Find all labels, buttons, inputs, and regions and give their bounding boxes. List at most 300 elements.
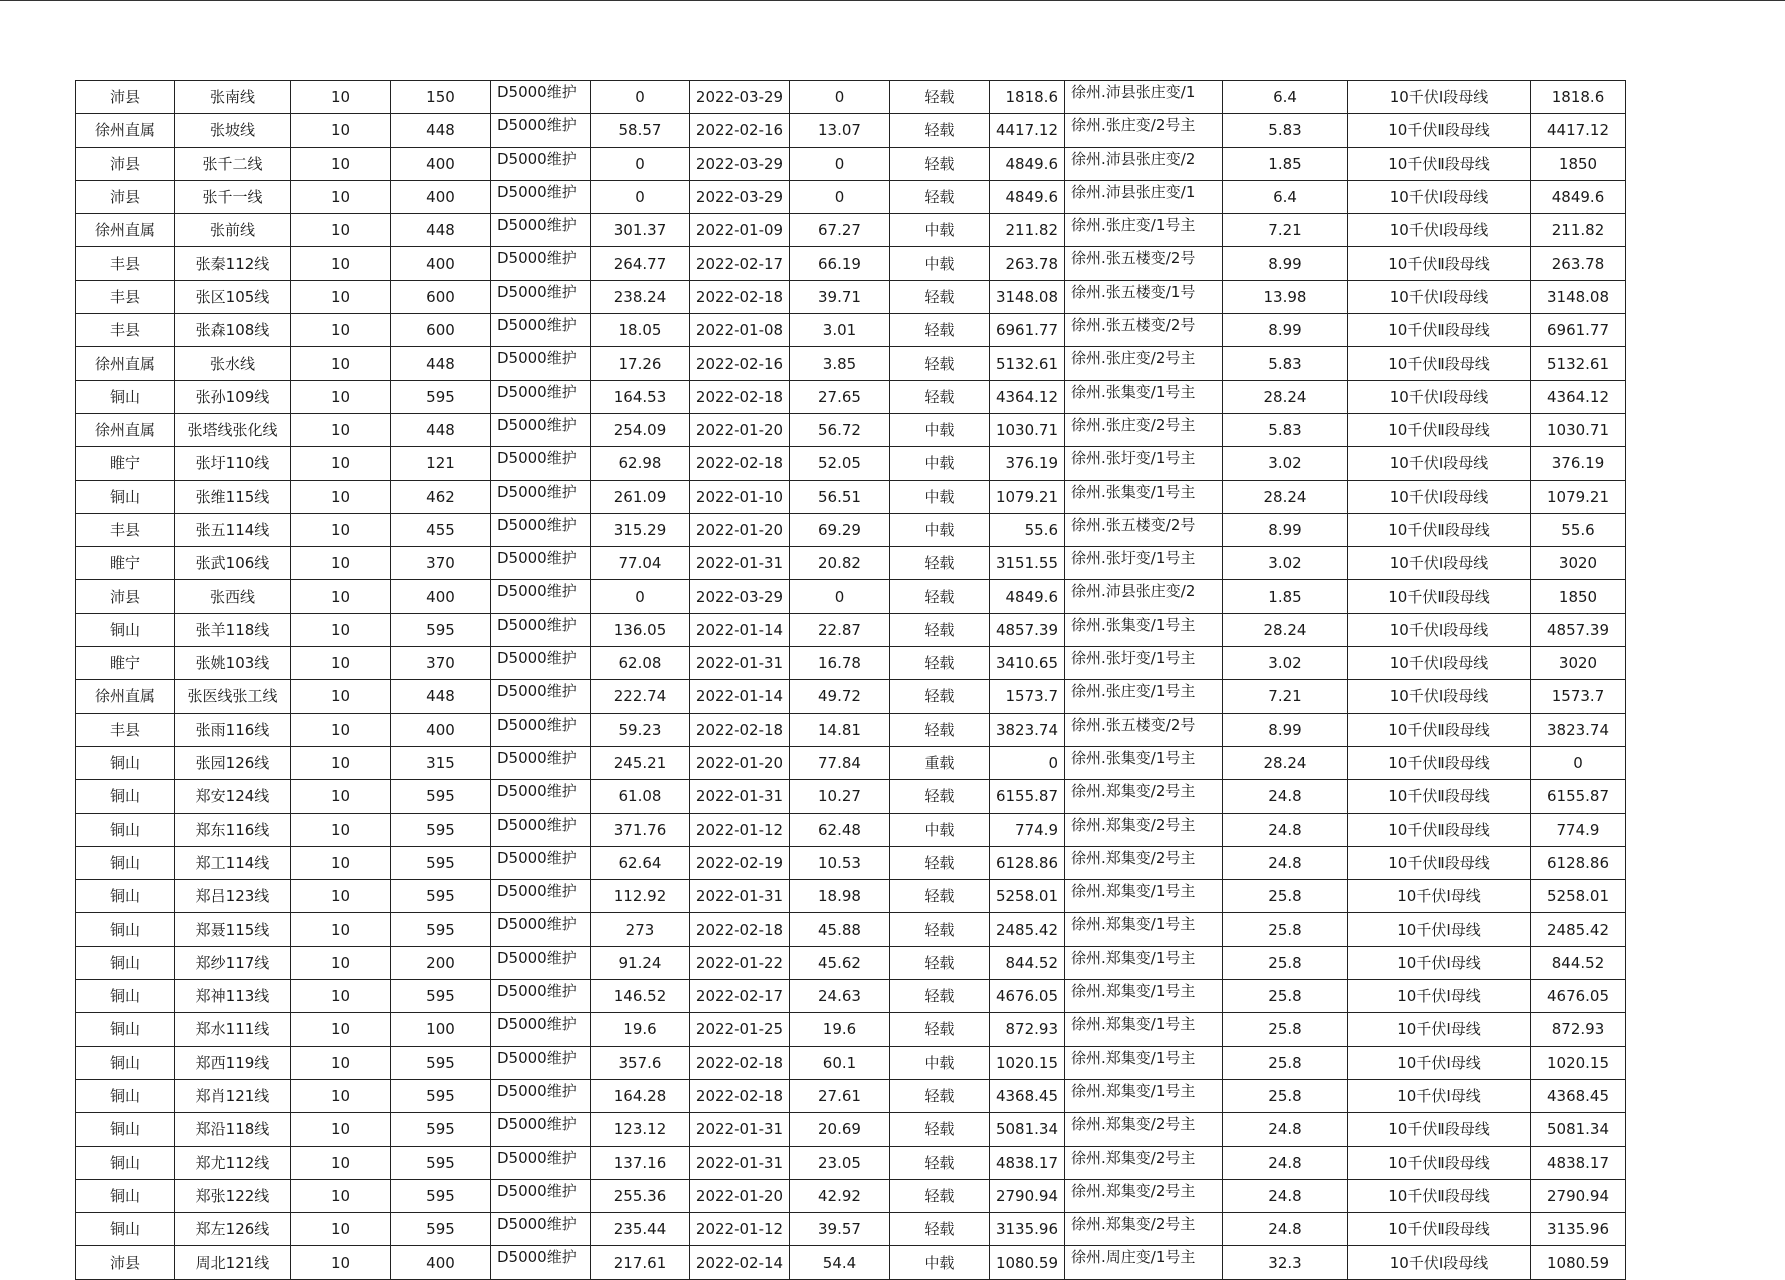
load-rate-cell: 3.01: [790, 314, 890, 347]
remaining-capacity-cell: 5081.34: [990, 1113, 1065, 1146]
busbar-cell: 10千伏Ⅱ段母线: [1348, 513, 1531, 546]
load-status-cell: 轻载: [890, 880, 990, 913]
source-cell: D5000维护: [491, 813, 591, 846]
load-cell: 301.37: [591, 214, 690, 247]
district-cell: 铜山: [76, 1179, 175, 1212]
load-rate-cell: 77.84: [790, 746, 890, 779]
load-status-cell: 中载: [890, 813, 990, 846]
remaining-capacity-cell: 4368.45: [990, 1079, 1065, 1112]
busbar-cell: 10千伏Ⅰ段母线: [1348, 380, 1531, 413]
load-status-cell: 轻载: [890, 314, 990, 347]
substation-cell: 徐州.郑集变/1号主: [1065, 980, 1223, 1013]
substation-rate-cell: 6.4: [1223, 180, 1348, 213]
date-cell: 2022-03-29: [690, 147, 790, 180]
load-status-cell: 轻载: [890, 114, 990, 147]
substation-cell: 徐州.张庄变/1号主: [1065, 214, 1223, 247]
available-capacity-cell: 4849.6: [1531, 180, 1626, 213]
substation-rate-cell: 5.83: [1223, 347, 1348, 380]
remaining-capacity-cell: 1080.59: [990, 1246, 1065, 1279]
table-row: [76, 1246, 1626, 1279]
load-cell: 62.08: [591, 647, 690, 680]
substation-rate-cell: 24.8: [1223, 780, 1348, 813]
remaining-capacity-cell: 774.9: [990, 813, 1065, 846]
substation-rate-cell: 5.83: [1223, 114, 1348, 147]
substation-cell: 徐州.沛县张庄变/1: [1065, 81, 1223, 114]
busbar-cell: 10千伏Ⅰ母线: [1348, 980, 1531, 1013]
load-cell: 261.09: [591, 480, 690, 513]
voltage-cell: 10: [291, 247, 391, 280]
line-name-cell: 郑张122线: [175, 1179, 291, 1212]
substation-cell: 徐州.张圩变/1号主: [1065, 447, 1223, 480]
busbar-cell: 10千伏Ⅱ段母线: [1348, 746, 1531, 779]
load-cell: 19.6: [591, 1013, 690, 1046]
district-cell: 铜山: [76, 1213, 175, 1246]
voltage-cell: 10: [291, 780, 391, 813]
available-capacity-cell: 0: [1531, 746, 1626, 779]
table-row: [76, 1079, 1626, 1112]
capacity-cell: 595: [391, 1113, 491, 1146]
source-cell: D5000维护: [491, 1246, 591, 1279]
capacity-cell: 370: [391, 647, 491, 680]
load-rate-cell: 16.78: [790, 647, 890, 680]
busbar-cell: 10千伏Ⅰ段母线: [1348, 447, 1531, 480]
line-name-cell: 郑纱117线: [175, 946, 291, 979]
voltage-cell: 10: [291, 480, 391, 513]
voltage-cell: 10: [291, 114, 391, 147]
substation-rate-cell: 25.8: [1223, 1079, 1348, 1112]
district-cell: 铜山: [76, 980, 175, 1013]
date-cell: 2022-01-31: [690, 780, 790, 813]
source-cell: D5000维护: [491, 1179, 591, 1212]
capacity-cell: 400: [391, 1246, 491, 1279]
substation-cell: 徐州.郑集变/2号主: [1065, 1213, 1223, 1246]
district-cell: 徐州直属: [76, 114, 175, 147]
source-cell: D5000维护: [491, 513, 591, 546]
load-status-cell: 轻载: [890, 647, 990, 680]
available-capacity-cell: 2790.94: [1531, 1179, 1626, 1212]
voltage-cell: 10: [291, 1113, 391, 1146]
busbar-cell: 10千伏Ⅰ母线: [1348, 946, 1531, 979]
load-rate-cell: 27.61: [790, 1079, 890, 1112]
substation-rate-cell: 24.8: [1223, 1213, 1348, 1246]
substation-rate-cell: 8.99: [1223, 314, 1348, 347]
line-name-cell: 张千一线: [175, 180, 291, 213]
date-cell: 2022-02-18: [690, 380, 790, 413]
load-cell: 0: [591, 580, 690, 613]
available-capacity-cell: 774.9: [1531, 813, 1626, 846]
substation-rate-cell: 32.3: [1223, 1246, 1348, 1279]
load-rate-cell: 3.85: [790, 347, 890, 380]
district-cell: 铜山: [76, 613, 175, 646]
voltage-cell: 10: [291, 713, 391, 746]
available-capacity-cell: 1573.7: [1531, 680, 1626, 713]
line-name-cell: 郑神113线: [175, 980, 291, 1013]
remaining-capacity-cell: 4676.05: [990, 980, 1065, 1013]
date-cell: 2022-01-31: [690, 547, 790, 580]
substation-rate-cell: 24.8: [1223, 813, 1348, 846]
busbar-cell: 10千伏Ⅱ段母线: [1348, 1146, 1531, 1179]
load-rate-cell: 67.27: [790, 214, 890, 247]
available-capacity-cell: 3135.96: [1531, 1213, 1626, 1246]
voltage-cell: 10: [291, 147, 391, 180]
load-rate-cell: 45.62: [790, 946, 890, 979]
capacity-cell: 595: [391, 1079, 491, 1112]
voltage-cell: 10: [291, 314, 391, 347]
date-cell: 2022-01-10: [690, 480, 790, 513]
date-cell: 2022-01-25: [690, 1013, 790, 1046]
line-name-cell: 郑水111线: [175, 1013, 291, 1046]
load-cell: 357.6: [591, 1046, 690, 1079]
district-cell: 徐州直属: [76, 413, 175, 446]
substation-cell: 徐州.张五楼变/2号: [1065, 314, 1223, 347]
remaining-capacity-cell: 872.93: [990, 1013, 1065, 1046]
table-row: [76, 980, 1626, 1013]
substation-rate-cell: 24.8: [1223, 1146, 1348, 1179]
capacity-cell: 595: [391, 913, 491, 946]
substation-rate-cell: 28.24: [1223, 613, 1348, 646]
line-name-cell: 郑肖121线: [175, 1079, 291, 1112]
line-name-cell: 郑左126线: [175, 1213, 291, 1246]
load-cell: 146.52: [591, 980, 690, 1013]
voltage-cell: 10: [291, 980, 391, 1013]
load-rate-cell: 13.07: [790, 114, 890, 147]
line-name-cell: 张武106线: [175, 547, 291, 580]
source-cell: D5000维护: [491, 547, 591, 580]
remaining-capacity-cell: 1818.6: [990, 81, 1065, 114]
busbar-cell: 10千伏Ⅰ段母线: [1348, 647, 1531, 680]
line-name-cell: 张塔线张化线: [175, 413, 291, 446]
voltage-cell: 10: [291, 1013, 391, 1046]
district-cell: 沛县: [76, 1246, 175, 1279]
voltage-cell: 10: [291, 81, 391, 114]
remaining-capacity-cell: 2485.42: [990, 913, 1065, 946]
remaining-capacity-cell: 1079.21: [990, 480, 1065, 513]
substation-cell: 徐州.郑集变/2号主: [1065, 1179, 1223, 1212]
district-cell: 睢宁: [76, 447, 175, 480]
available-capacity-cell: 55.6: [1531, 513, 1626, 546]
capacity-cell: 448: [391, 114, 491, 147]
line-name-cell: 张水线: [175, 347, 291, 380]
load-cell: 164.28: [591, 1079, 690, 1112]
available-capacity-cell: 6961.77: [1531, 314, 1626, 347]
source-cell: D5000维护: [491, 846, 591, 879]
busbar-cell: 10千伏Ⅰ母线: [1348, 1013, 1531, 1046]
date-cell: 2022-02-16: [690, 347, 790, 380]
load-cell: 238.24: [591, 280, 690, 313]
available-capacity-cell: 1850: [1531, 580, 1626, 613]
capacity-cell: 595: [391, 613, 491, 646]
load-rate-cell: 18.98: [790, 880, 890, 913]
table-row: [76, 880, 1626, 913]
source-cell: D5000维护: [491, 647, 591, 680]
line-name-cell: 张西线: [175, 580, 291, 613]
load-status-cell: 轻载: [890, 913, 990, 946]
load-status-cell: 轻载: [890, 680, 990, 713]
load-cell: 77.04: [591, 547, 690, 580]
district-cell: 沛县: [76, 81, 175, 114]
substation-cell: 徐州.郑集变/2号主: [1065, 1113, 1223, 1146]
load-rate-cell: 0: [790, 180, 890, 213]
date-cell: 2022-01-14: [690, 680, 790, 713]
district-cell: 徐州直属: [76, 680, 175, 713]
date-cell: 2022-03-29: [690, 81, 790, 114]
available-capacity-cell: 2485.42: [1531, 913, 1626, 946]
source-cell: D5000维护: [491, 1213, 591, 1246]
voltage-cell: 10: [291, 680, 391, 713]
load-status-cell: 轻载: [890, 280, 990, 313]
available-capacity-cell: 4368.45: [1531, 1079, 1626, 1112]
load-cell: 254.09: [591, 413, 690, 446]
remaining-capacity-cell: 4838.17: [990, 1146, 1065, 1179]
district-cell: 铜山: [76, 1079, 175, 1112]
table-row: [76, 380, 1626, 413]
available-capacity-cell: 1080.59: [1531, 1246, 1626, 1279]
load-status-cell: 轻载: [890, 580, 990, 613]
substation-rate-cell: 3.02: [1223, 547, 1348, 580]
load-rate-cell: 45.88: [790, 913, 890, 946]
date-cell: 2022-02-18: [690, 713, 790, 746]
voltage-cell: 10: [291, 1179, 391, 1212]
available-capacity-cell: 211.82: [1531, 214, 1626, 247]
load-cell: 0: [591, 180, 690, 213]
source-cell: D5000维护: [491, 447, 591, 480]
busbar-cell: 10千伏Ⅱ段母线: [1348, 347, 1531, 380]
load-status-cell: 中载: [890, 480, 990, 513]
remaining-capacity-cell: 4364.12: [990, 380, 1065, 413]
substation-rate-cell: 6.4: [1223, 81, 1348, 114]
remaining-capacity-cell: 6128.86: [990, 846, 1065, 879]
date-cell: 2022-02-17: [690, 247, 790, 280]
date-cell: 2022-01-20: [690, 1179, 790, 1212]
district-cell: 丰县: [76, 280, 175, 313]
capacity-cell: 462: [391, 480, 491, 513]
source-cell: D5000维护: [491, 913, 591, 946]
table-row: [76, 247, 1626, 280]
substation-cell: 徐州.张庄变/2号主: [1065, 347, 1223, 380]
available-capacity-cell: 1079.21: [1531, 480, 1626, 513]
remaining-capacity-cell: 4417.12: [990, 114, 1065, 147]
load-rate-cell: 14.81: [790, 713, 890, 746]
busbar-cell: 10千伏Ⅰ段母线: [1348, 1246, 1531, 1279]
date-cell: 2022-01-09: [690, 214, 790, 247]
capacity-cell: 448: [391, 680, 491, 713]
substation-rate-cell: 28.24: [1223, 480, 1348, 513]
remaining-capacity-cell: 3135.96: [990, 1213, 1065, 1246]
source-cell: D5000维护: [491, 147, 591, 180]
available-capacity-cell: 3823.74: [1531, 713, 1626, 746]
voltage-cell: 10: [291, 1213, 391, 1246]
busbar-cell: 10千伏Ⅰ段母线: [1348, 613, 1531, 646]
table-row: [76, 447, 1626, 480]
load-status-cell: 轻载: [890, 713, 990, 746]
remaining-capacity-cell: 1030.71: [990, 413, 1065, 446]
load-rate-cell: 42.92: [790, 1179, 890, 1212]
capacity-cell: 400: [391, 180, 491, 213]
district-cell: 铜山: [76, 913, 175, 946]
load-rate-cell: 20.69: [790, 1113, 890, 1146]
substation-rate-cell: 1.85: [1223, 147, 1348, 180]
line-name-cell: 郑东116线: [175, 813, 291, 846]
table-row: [76, 613, 1626, 646]
available-capacity-cell: 3148.08: [1531, 280, 1626, 313]
district-cell: 铜山: [76, 813, 175, 846]
voltage-cell: 10: [291, 946, 391, 979]
capacity-cell: 455: [391, 513, 491, 546]
load-rate-cell: 56.72: [790, 413, 890, 446]
load-rate-cell: 24.63: [790, 980, 890, 1013]
substation-rate-cell: 7.21: [1223, 214, 1348, 247]
load-status-cell: 轻载: [890, 1213, 990, 1246]
source-cell: D5000维护: [491, 480, 591, 513]
capacity-cell: 448: [391, 347, 491, 380]
line-name-cell: 郑尤112线: [175, 1146, 291, 1179]
capacity-cell: 400: [391, 580, 491, 613]
line-name-cell: 张区105线: [175, 280, 291, 313]
source-cell: D5000维护: [491, 214, 591, 247]
substation-cell: 徐州.郑集变/1号主: [1065, 1079, 1223, 1112]
remaining-capacity-cell: 55.6: [990, 513, 1065, 546]
load-status-cell: 中载: [890, 247, 990, 280]
load-cell: 164.53: [591, 380, 690, 413]
voltage-cell: 10: [291, 513, 391, 546]
load-cell: 18.05: [591, 314, 690, 347]
substation-rate-cell: 24.8: [1223, 846, 1348, 879]
capacity-cell: 595: [391, 380, 491, 413]
date-cell: 2022-01-20: [690, 513, 790, 546]
load-status-cell: 中载: [890, 447, 990, 480]
remaining-capacity-cell: 844.52: [990, 946, 1065, 979]
load-cell: 62.64: [591, 846, 690, 879]
available-capacity-cell: 5258.01: [1531, 880, 1626, 913]
busbar-cell: 10千伏Ⅱ段母线: [1348, 413, 1531, 446]
source-cell: D5000维护: [491, 1046, 591, 1079]
line-name-cell: 张前线: [175, 214, 291, 247]
capacity-cell: 595: [391, 813, 491, 846]
load-cell: 235.44: [591, 1213, 690, 1246]
load-rate-cell: 56.51: [790, 480, 890, 513]
source-cell: D5000维护: [491, 314, 591, 347]
load-status-cell: 中载: [890, 214, 990, 247]
substation-cell: 徐州.张五楼变/2号: [1065, 713, 1223, 746]
substation-cell: 徐州.郑集变/2号主: [1065, 1146, 1223, 1179]
line-name-cell: 郑工114线: [175, 846, 291, 879]
district-cell: 丰县: [76, 247, 175, 280]
voltage-cell: 10: [291, 214, 391, 247]
substation-cell: 徐州.张集变/1号主: [1065, 746, 1223, 779]
load-rate-cell: 27.65: [790, 380, 890, 413]
remaining-capacity-cell: 4849.6: [990, 580, 1065, 613]
load-cell: 371.76: [591, 813, 690, 846]
date-cell: 2022-02-18: [690, 913, 790, 946]
available-capacity-cell: 3020: [1531, 547, 1626, 580]
load-rate-cell: 10.53: [790, 846, 890, 879]
busbar-cell: 10千伏Ⅰ母线: [1348, 913, 1531, 946]
available-capacity-cell: 263.78: [1531, 247, 1626, 280]
date-cell: 2022-01-31: [690, 1113, 790, 1146]
substation-cell: 徐州.郑集变/1号主: [1065, 1013, 1223, 1046]
district-cell: 沛县: [76, 580, 175, 613]
substation-cell: 徐州.张五楼变/1号: [1065, 280, 1223, 313]
capacity-cell: 370: [391, 547, 491, 580]
line-name-cell: 郑吕123线: [175, 880, 291, 913]
busbar-cell: 10千伏Ⅰ段母线: [1348, 680, 1531, 713]
table-row: [76, 780, 1626, 813]
date-cell: 2022-02-16: [690, 114, 790, 147]
available-capacity-cell: 1850: [1531, 147, 1626, 180]
page-top-border: [0, 0, 1785, 1]
source-cell: D5000维护: [491, 280, 591, 313]
available-capacity-cell: 6128.86: [1531, 846, 1626, 879]
load-cell: 91.24: [591, 946, 690, 979]
load-status-cell: 轻载: [890, 1146, 990, 1179]
remaining-capacity-cell: 3823.74: [990, 713, 1065, 746]
remaining-capacity-cell: 1020.15: [990, 1046, 1065, 1079]
substation-cell: 徐州.张庄变/1号主: [1065, 680, 1223, 713]
load-rate-cell: 39.71: [790, 280, 890, 313]
line-name-cell: 张森108线: [175, 314, 291, 347]
substation-rate-cell: 28.24: [1223, 380, 1348, 413]
voltage-cell: 10: [291, 280, 391, 313]
load-cell: 112.92: [591, 880, 690, 913]
line-name-cell: 张圩110线: [175, 447, 291, 480]
load-status-cell: 轻载: [890, 1079, 990, 1112]
line-name-cell: 张孙109线: [175, 380, 291, 413]
date-cell: 2022-01-14: [690, 613, 790, 646]
voltage-cell: 10: [291, 1246, 391, 1279]
substation-cell: 徐州.张圩变/1号主: [1065, 547, 1223, 580]
capacity-cell: 315: [391, 746, 491, 779]
district-cell: 铜山: [76, 746, 175, 779]
substation-rate-cell: 8.99: [1223, 713, 1348, 746]
line-name-cell: 张雨116线: [175, 713, 291, 746]
capacity-cell: 595: [391, 846, 491, 879]
source-cell: D5000维护: [491, 1146, 591, 1179]
capacity-cell: 600: [391, 314, 491, 347]
load-status-cell: 重载: [890, 746, 990, 779]
remaining-capacity-cell: 2790.94: [990, 1179, 1065, 1212]
substation-rate-cell: 8.99: [1223, 247, 1348, 280]
remaining-capacity-cell: 376.19: [990, 447, 1065, 480]
date-cell: 2022-01-08: [690, 314, 790, 347]
voltage-cell: 10: [291, 580, 391, 613]
load-cell: 123.12: [591, 1113, 690, 1146]
date-cell: 2022-01-12: [690, 1213, 790, 1246]
substation-rate-cell: 7.21: [1223, 680, 1348, 713]
load-status-cell: 中载: [890, 1246, 990, 1279]
table-row: [76, 347, 1626, 380]
line-name-cell: 张羊118线: [175, 613, 291, 646]
load-cell: 59.23: [591, 713, 690, 746]
substation-cell: 徐州.张五楼变/2号: [1065, 247, 1223, 280]
source-cell: D5000维护: [491, 1113, 591, 1146]
source-cell: D5000维护: [491, 613, 591, 646]
line-name-cell: 张医线张工线: [175, 680, 291, 713]
date-cell: 2022-02-18: [690, 447, 790, 480]
substation-rate-cell: 25.8: [1223, 880, 1348, 913]
table-body: [76, 81, 1626, 1280]
substation-cell: 徐州.张庄变/2号主: [1065, 413, 1223, 446]
load-status-cell: 中载: [890, 413, 990, 446]
load-status-cell: 中载: [890, 513, 990, 546]
busbar-cell: 10千伏Ⅰ母线: [1348, 1079, 1531, 1112]
load-cell: 255.36: [591, 1179, 690, 1212]
feeder-load-table: [75, 80, 1626, 1280]
table-row: [76, 580, 1626, 613]
capacity-cell: 150: [391, 81, 491, 114]
district-cell: 丰县: [76, 513, 175, 546]
district-cell: 铜山: [76, 1046, 175, 1079]
load-rate-cell: 23.05: [790, 1146, 890, 1179]
